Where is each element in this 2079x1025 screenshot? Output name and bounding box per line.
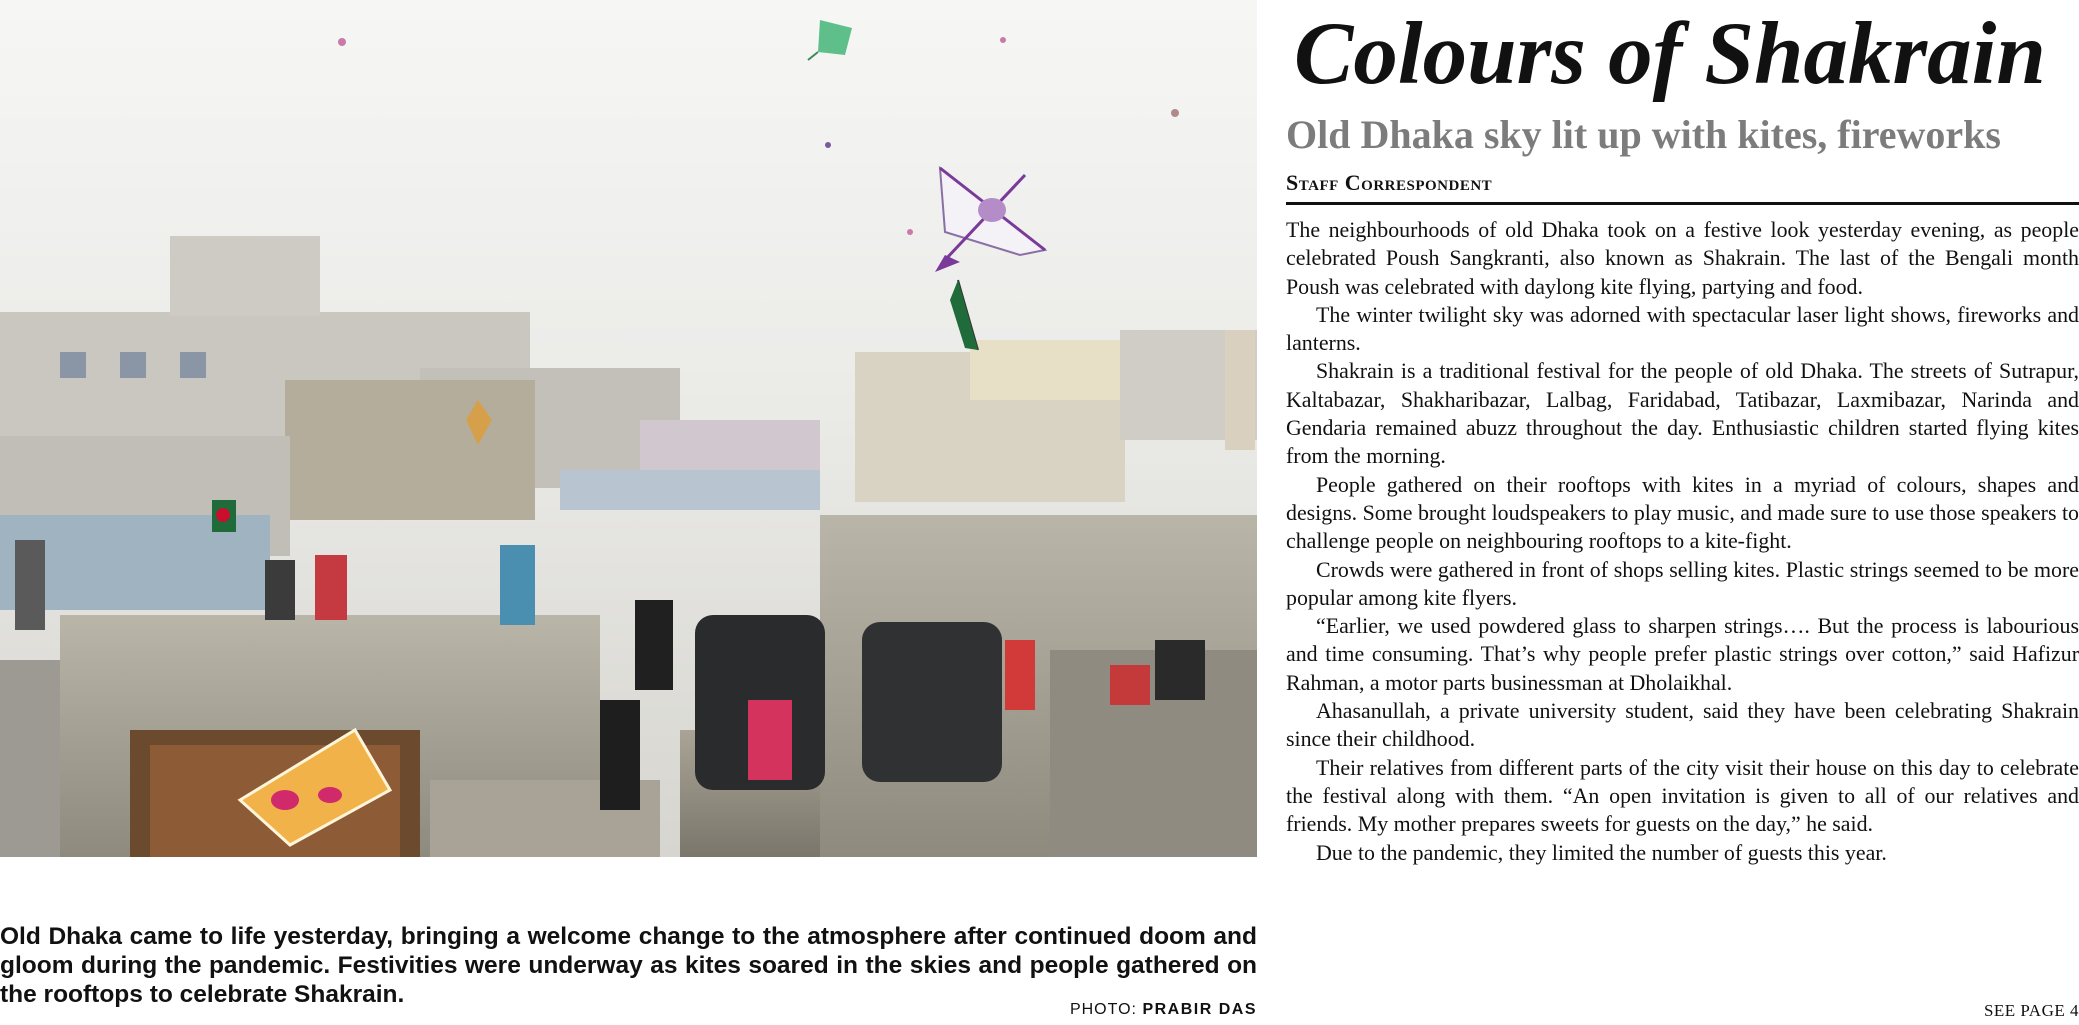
byline-rule (1286, 202, 2079, 205)
article (1286, 0, 2079, 1025)
paragraph: People gathered on their rooftops with kites in a myriad of colours, shapes and designs. Some brought loudspeakers to play music, and made sure to use those speakers to challenge people on neighbouring rooftops to a kite-fight. (1286, 471, 2079, 554)
photographer-name: PRABIR DAS (1142, 1001, 1257, 1018)
paragraph: Due to the pandemic, they limited the number of guests this year. (1316, 839, 1887, 865)
subheadline: Old Dhaka sky lit up with kites, fireworks (1286, 112, 2001, 157)
paragraph: The neighbourhoods of old Dhaka took on a festive look yesterday evening, as people celebrated Poush Sangkranti, also known as Shakrain. The last of the Bengali month Poush was celebrated with daylong kite flying, partying and food. (1286, 217, 2079, 299)
photo-caption: Old Dhaka came to life yesterday, bringing a welcome change to the atmosphere after continued doom and gloom during the pandemic. Festivities were underway as kites soared in the skies and people gathered on the rooftops to celebrate Shakrain. (0, 923, 1257, 1008)
byline: Staff Correspondent (1286, 170, 1493, 195)
photo-credit (1070, 1001, 1257, 1019)
paragraph: Crowds were gathered in front of shops selling kites. Plastic strings seemed to be more popular among kite flyers. (1286, 556, 2079, 610)
paragraph: Ahasanullah, a private university student, said they have been celebrating Shakrain since their childhood. (1286, 698, 2079, 752)
paragraph: “Earlier, we used powdered glass to sharpen strings…. But the process is labourious and time consuming. That’s why people prefer plastic strings over cotton,” said Hafizur Rahman, a motor parts businessman at Dholaikhal. (1286, 613, 2079, 695)
article-body (1286, 216, 2079, 867)
photo-credit-label: PHOTO: (1069, 1001, 1137, 1018)
paragraph: Shakrain is a traditional festival for the people of old Dhaka. The streets of Sutrapur, Kaltabazar, Shakharibazar, Lalbag, Faridabad, Tatibazar, Laxmibazar, Narinda and Gendaria remained abuzz throughout the day. Enthusiastic children started flying kites from the morning. (1286, 358, 2079, 469)
continuation-link[interactable]: SEE PAGE 4 (1983, 1001, 2079, 1020)
paragraph: Their relatives from different parts of the city visit their house on this day to celebrate the festival along with them. “An open invitation is given to all of our relatives and friends. My mother prepares sweets for guests on the day,” he said. (1286, 754, 2079, 837)
paragraph: The winter twilight sky was adorned with spectacular laser light shows, fireworks and lanterns. (1286, 301, 2079, 356)
headline: Colours of Shakrain (1294, 5, 2046, 103)
